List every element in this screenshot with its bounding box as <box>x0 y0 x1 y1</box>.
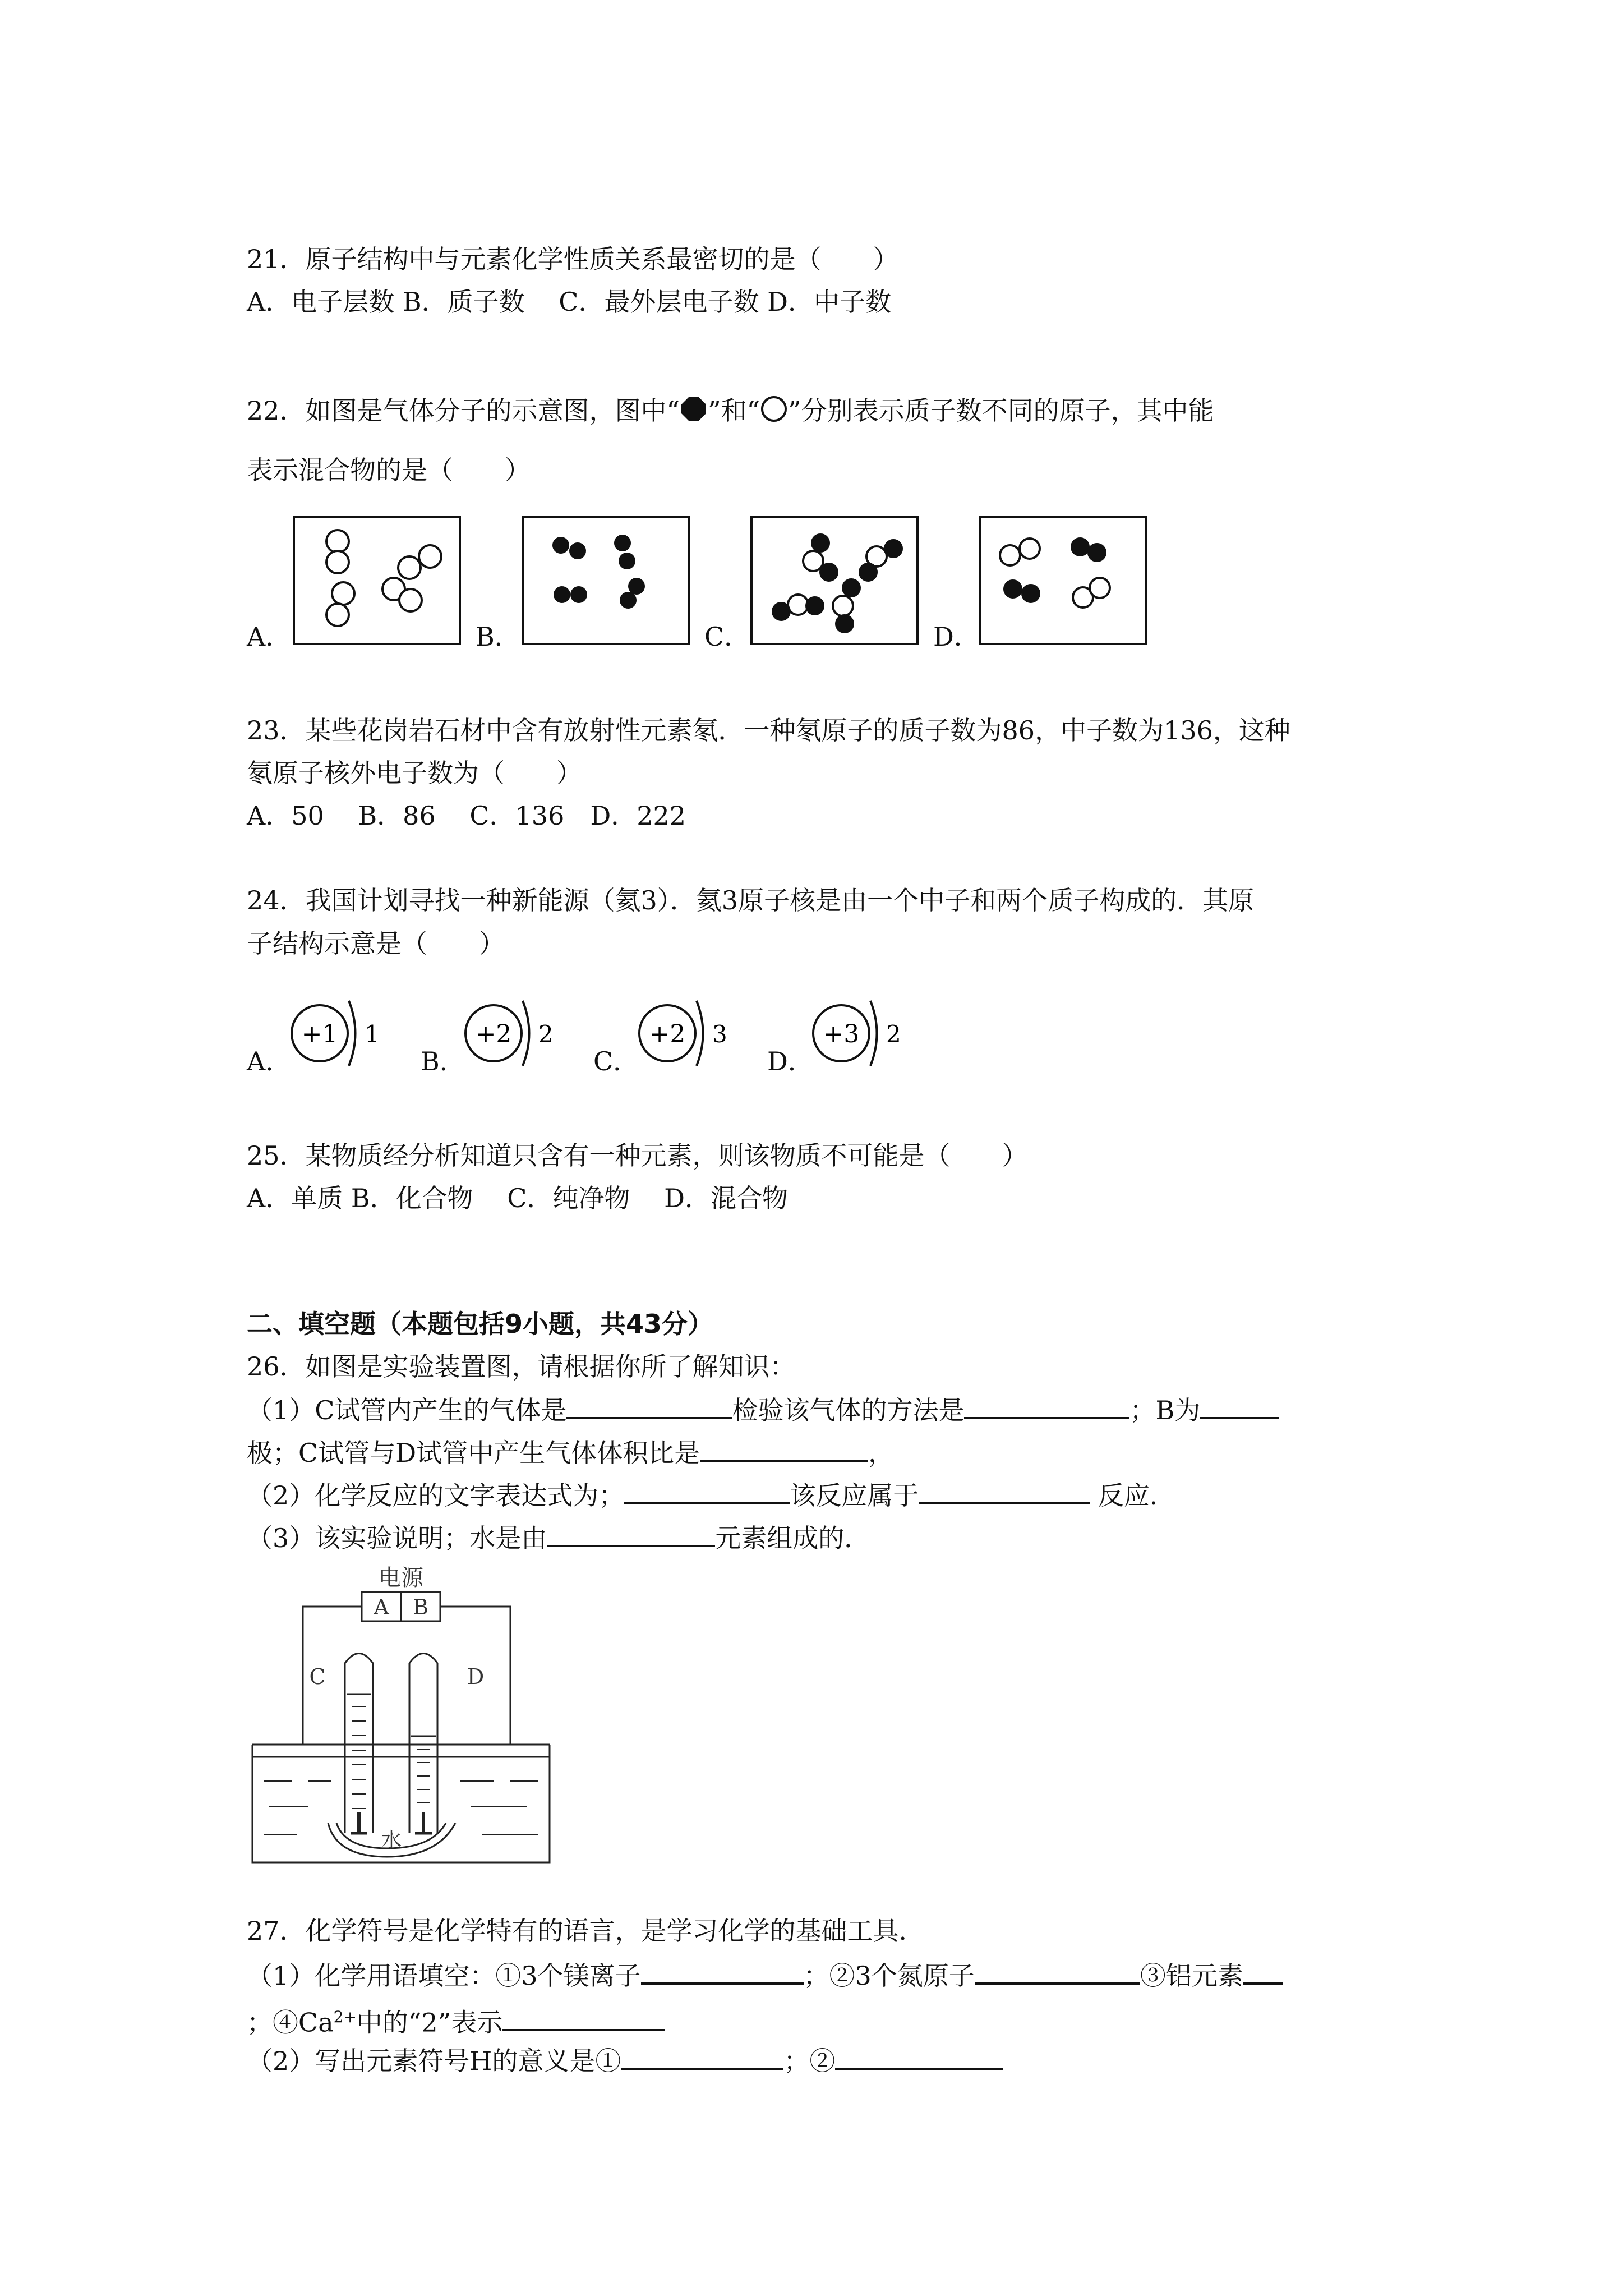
q24-label-a: A． <box>247 1046 292 1076</box>
q26-text: ；B为 <box>1129 1395 1201 1425</box>
shell-label: 2 <box>538 1020 554 1048</box>
answer-blank[interactable] <box>547 1520 715 1547</box>
electrode-a-label: A <box>374 1595 389 1619</box>
shell-label: 1 <box>365 1020 380 1048</box>
q26-part2 <box>247 1478 1175 1512</box>
molecule-box-a <box>293 516 461 645</box>
white-atom-icon <box>760 395 788 423</box>
q26-text: （3）该实验说明；水是由 <box>247 1523 547 1553</box>
answer-blank[interactable] <box>1243 1958 1283 1985</box>
q26-text: 该反应属于 <box>790 1480 919 1511</box>
molecule-box-b <box>522 516 690 645</box>
answer-blank[interactable] <box>919 1478 1090 1504</box>
q23-line1: 23．某些花岗岩石材中含有放射性元素氡．一种氡原子的质子数为86，中子数为136，这种 <box>247 715 1290 746</box>
answer-blank[interactable] <box>964 1392 1129 1419</box>
water-label: 水 <box>381 1829 402 1852</box>
q26-part1 <box>247 1392 1279 1427</box>
molecule-box-c <box>750 516 919 645</box>
atom-diagram-c <box>634 994 735 1073</box>
q24-label-b: B． <box>421 1046 465 1076</box>
nucleus-label: +2 <box>649 1020 686 1048</box>
q21-options: A．电子层数 B．质子数 C．最外层电子数 D．中子数 <box>247 287 891 317</box>
black-atom-icon <box>680 395 708 423</box>
answer-blank[interactable] <box>700 1435 868 1462</box>
shell-label: 2 <box>886 1020 901 1048</box>
q27-part1 <box>247 1958 1283 1993</box>
tube-d-label: D <box>467 1664 485 1689</box>
nucleus-label: +3 <box>823 1020 860 1048</box>
q27-text: 中的“2”表示 <box>356 2007 503 2038</box>
q27-text: （2）写出元素符号H的意义是① <box>247 2046 621 2076</box>
q22-stem-line2: 表示混合物的是（ ） <box>247 455 531 485</box>
q27-text: ；② <box>783 2046 836 2076</box>
answer-blank[interactable] <box>1200 1392 1279 1419</box>
q27-part2 <box>247 2043 1003 2078</box>
q23-options: A．50 B．86 C．136 D．222 <box>247 800 686 831</box>
electrode-b-label: B <box>413 1595 428 1619</box>
molecule-box-d <box>979 516 1147 645</box>
q22-label-d: D． <box>933 622 980 652</box>
section-title: 二、填空题（本题包括9小题，共43分） <box>247 1309 714 1339</box>
q22-label-a: A． <box>247 622 292 652</box>
q22-label-b: B． <box>476 622 520 652</box>
q24-label-c: C． <box>593 1046 639 1076</box>
q26-text: ， <box>868 1438 895 1468</box>
q24-line1: 24．我国计划寻找一种新能源（氦3）．氦3原子核是由一个中子和两个质子构成的．其原 <box>247 885 1255 915</box>
q26-text: 反应． <box>1090 1480 1175 1511</box>
answer-blank[interactable] <box>502 2004 665 2031</box>
tube-c-label: C <box>309 1664 326 1689</box>
q27-stem: 27．化学符号是化学特有的语言，是学习化学的基础工具． <box>247 1916 925 1946</box>
q27-text: （1）化学用语填空：①3个镁离子 <box>247 1961 641 1991</box>
q24-line2: 子结构示意是（ ） <box>247 928 505 959</box>
q26-text: 元素组成的． <box>715 1523 870 1553</box>
answer-blank[interactable] <box>566 1392 732 1419</box>
answer-blank[interactable] <box>835 2043 1003 2070</box>
q22-stem-part: ”和“ <box>708 395 760 426</box>
answer-blank[interactable] <box>621 2043 783 2070</box>
answer-blank[interactable] <box>624 1478 790 1504</box>
q22-stem-part: ”分别表示质子数不同的原子，其中能 <box>788 395 1214 426</box>
q26-part3 <box>247 1520 870 1555</box>
nucleus-label: +1 <box>301 1020 338 1048</box>
answer-blank[interactable] <box>641 1958 804 1985</box>
power-source-label: 电源 <box>379 1565 423 1591</box>
q22-label-c: C． <box>704 622 750 652</box>
q26-text: 极；C试管与D试管中产生气体体积比是 <box>247 1438 700 1468</box>
q25-stem: 25．某物质经分析知道只含有一种元素，则该物质不可能是（ ） <box>247 1140 1028 1171</box>
q26-text: （1）C试管内产生的气体是 <box>247 1395 567 1425</box>
q26-text: 检验该气体的方法是 <box>732 1395 965 1425</box>
shell-label: 3 <box>712 1020 727 1048</box>
nucleus-label: +2 <box>475 1020 512 1048</box>
q26-text: （2）化学反应的文字表达式为； <box>247 1480 625 1511</box>
q22-stem <box>247 394 1214 427</box>
q26-part1-cont <box>247 1435 894 1470</box>
q26-stem: 26．如图是实验装置图，请根据你所了解知识： <box>247 1351 796 1382</box>
answer-blank[interactable] <box>975 1958 1140 1985</box>
q27-text: ③铝元素 <box>1140 1961 1243 1991</box>
q27-part1-cont <box>247 2000 665 2039</box>
charge-superscript: 2+ <box>333 2008 357 2026</box>
q25-options: A．单质 B．化合物 C．纯净物 D．混合物 <box>247 1183 788 1213</box>
atom-diagram-b <box>460 994 561 1073</box>
atom-diagram-a <box>286 994 387 1073</box>
q27-text: ；②3个氮原子 <box>803 1961 975 1991</box>
q22-stem-part: 22．如图是气体分子的示意图，图中“ <box>247 395 680 426</box>
q21-stem: 21．原子结构中与元素化学性质关系最密切的是（ ） <box>247 244 899 274</box>
q23-line2: 氡原子核外电子数为（ ） <box>247 758 582 788</box>
q24-label-d: D． <box>767 1046 814 1076</box>
atom-diagram-d <box>808 994 909 1073</box>
electrolysis-apparatus <box>247 1559 561 1874</box>
q27-text: ；④Ca <box>247 2007 334 2038</box>
